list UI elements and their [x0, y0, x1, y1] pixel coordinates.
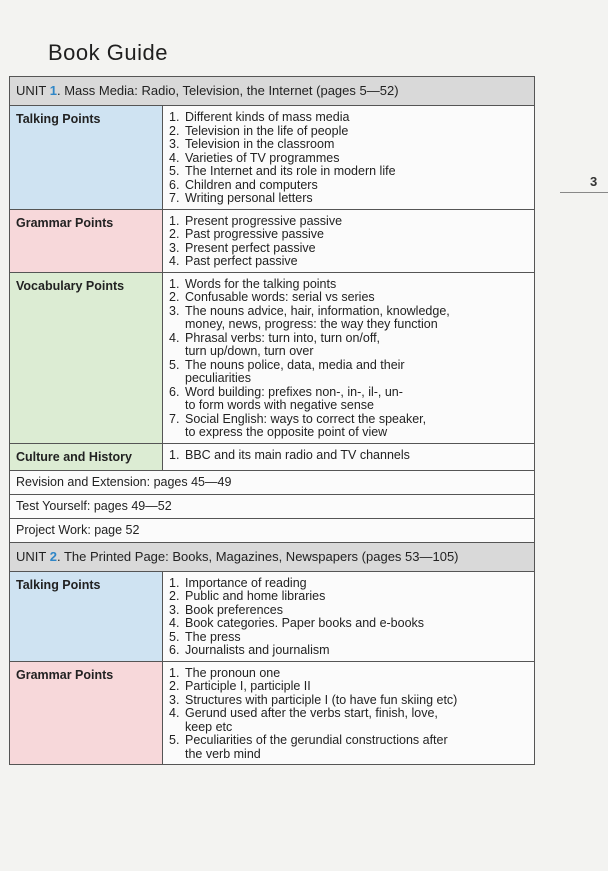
item-number: 5.	[169, 164, 180, 178]
item-text: BBC and its main radio and TV channels	[185, 447, 410, 462]
list-item	[169, 278, 530, 292]
section-items	[163, 273, 534, 443]
unit-title: . Mass Media: Radio, Television, the Internet (pages 5—52)	[56, 83, 399, 98]
extra-row: Test Yourself: pages 49—52	[10, 495, 534, 519]
item-text: The pronoun one	[185, 665, 281, 680]
section-items	[163, 572, 534, 661]
item-number	[169, 318, 185, 332]
item-text: keep etc	[185, 719, 233, 734]
list-item	[169, 426, 530, 440]
item-number: 4.	[169, 706, 180, 720]
section-items	[163, 662, 534, 765]
item-number: 1.	[169, 276, 180, 291]
item-number: 4.	[169, 150, 180, 165]
list-item	[169, 152, 530, 166]
item-text: Present progressive passive	[185, 213, 343, 228]
item-text: Present perfect passive	[185, 240, 316, 255]
item-number: 3.	[169, 137, 180, 151]
item-number: 2.	[169, 123, 180, 138]
item-text: Television in the life of people	[185, 123, 349, 138]
list-item	[169, 192, 530, 206]
section-row	[10, 210, 534, 273]
section-label: Vocabulary Points	[10, 273, 163, 443]
list-item	[169, 372, 530, 386]
list-item	[169, 399, 530, 413]
item-text: Structures with participle I (to have fun skiing etc)	[185, 692, 458, 707]
list-item	[169, 680, 530, 694]
list-item	[169, 644, 530, 658]
section-row	[10, 273, 534, 444]
item-text: to express the opposite point of view	[185, 425, 388, 439]
item-number: 5.	[169, 733, 180, 747]
item-number	[169, 426, 185, 440]
item-number: 5.	[169, 629, 180, 644]
item-number: 6.	[169, 384, 180, 399]
section-row	[10, 444, 534, 471]
section-items	[163, 106, 534, 209]
section-row	[10, 662, 534, 765]
section-label: Talking Points	[10, 572, 163, 661]
item-number	[169, 399, 185, 413]
item-number: 5.	[169, 357, 180, 372]
item-text: The nouns police, data, media and their	[185, 357, 405, 372]
section-label: Culture and History	[10, 444, 163, 470]
item-number: 2.	[169, 227, 180, 241]
item-text: Past progressive passive	[185, 227, 324, 241]
item-number: 7.	[169, 191, 180, 205]
item-text: The press	[185, 629, 241, 644]
item-text: Peculiarities of the gerundial constructions after	[185, 733, 448, 747]
item-number	[169, 372, 185, 386]
unit-prefix: UNIT	[16, 548, 47, 564]
item-text: turn up/down, turn over	[185, 344, 314, 358]
section-label: Grammar Points	[10, 662, 163, 765]
item-number: 1.	[169, 665, 180, 680]
unit-number: 2	[49, 548, 57, 564]
list-item	[169, 228, 530, 242]
item-text: the verb mind	[185, 746, 261, 761]
list-item	[169, 318, 530, 332]
item-text: Confusable words: serial vs series	[185, 290, 375, 304]
section-row	[10, 106, 534, 210]
unit-header	[10, 543, 534, 572]
item-number: 3.	[169, 692, 180, 707]
item-number: 6.	[169, 643, 180, 657]
list-item	[169, 138, 530, 152]
item-text: Book preferences	[185, 602, 283, 617]
unit-header	[10, 77, 534, 106]
list-item	[169, 748, 530, 762]
item-number: 4.	[169, 254, 180, 268]
list-item	[169, 631, 530, 645]
list-item	[169, 332, 530, 346]
item-text: Gerund used after the verbs start, finish, love,	[185, 706, 438, 720]
item-text: Book categories. Paper books and e-books	[185, 616, 425, 630]
list-item	[169, 359, 530, 373]
page-number-rule	[560, 192, 608, 193]
list-item	[169, 449, 530, 463]
item-text: Social English: ways to correct the speaker,	[185, 411, 427, 426]
book-guide-table	[9, 76, 535, 765]
list-item	[169, 577, 530, 591]
item-number: 1.	[169, 213, 180, 228]
list-item	[169, 165, 530, 179]
item-number: 1.	[169, 575, 180, 590]
section-label: Talking Points	[10, 106, 163, 209]
unit-prefix: UNIT	[16, 83, 47, 98]
list-item	[169, 291, 530, 305]
list-item	[169, 734, 530, 748]
list-item	[169, 345, 530, 359]
list-item	[169, 667, 530, 681]
list-item	[169, 242, 530, 256]
item-text: Phrasal verbs: turn into, turn on/off,	[185, 330, 381, 345]
list-item	[169, 604, 530, 618]
item-number: 3.	[169, 240, 180, 255]
item-number: 2.	[169, 679, 180, 693]
extra-row: Revision and Extension: pages 45—49	[10, 471, 534, 495]
item-number: 1.	[169, 110, 180, 124]
item-text: to form words with negative sense	[185, 398, 374, 412]
item-text: Word building: prefixes non-, in-, il-, un-	[185, 384, 403, 399]
item-number	[169, 345, 185, 359]
item-number: 4.	[169, 330, 180, 345]
item-text: Different kinds of mass media	[185, 110, 350, 124]
list-item	[169, 255, 530, 269]
section-label: Grammar Points	[10, 210, 163, 272]
list-item	[169, 215, 530, 229]
item-text: Public and home libraries	[185, 589, 326, 603]
list-item	[169, 111, 530, 125]
list-item	[169, 179, 530, 193]
unit-number: 1	[49, 83, 57, 98]
item-text: Importance of reading	[185, 575, 307, 590]
item-text: The Internet and its role in modern life	[185, 164, 396, 178]
item-text: money, news, progress: the way they function	[185, 317, 438, 331]
list-item	[169, 386, 530, 400]
item-number	[169, 748, 185, 762]
item-text: Varieties of TV programmes	[185, 150, 340, 165]
page-number: 3	[590, 174, 598, 189]
item-number: 4.	[169, 616, 180, 630]
item-number: 3.	[169, 303, 180, 318]
item-number: 2.	[169, 290, 180, 304]
item-text: Television in the classroom	[185, 137, 335, 151]
section-items	[163, 444, 534, 470]
item-text: Writing personal letters	[185, 191, 313, 205]
item-text: Past perfect passive	[185, 254, 298, 268]
list-item	[169, 694, 530, 708]
item-number: 1.	[169, 447, 180, 462]
item-number: 6.	[169, 177, 180, 192]
item-number: 2.	[169, 589, 180, 603]
section-items	[163, 210, 534, 272]
item-text: Children and computers	[185, 177, 318, 192]
unit-title: . The Printed Page: Books, Magazines, Newspapers (pages 53—105)	[56, 548, 459, 564]
page-title: Book Guide	[48, 40, 168, 65]
item-number: 3.	[169, 602, 180, 617]
list-item	[169, 707, 530, 721]
list-item	[169, 617, 530, 631]
item-text: Participle I, participle II	[185, 679, 311, 693]
item-text: peculiarities	[185, 371, 252, 385]
list-item	[169, 125, 530, 139]
list-item	[169, 305, 530, 319]
list-item	[169, 413, 530, 427]
item-text: Journalists and journalism	[185, 643, 330, 657]
extra-row: Project Work: page 52	[10, 519, 534, 543]
item-text: The nouns advice, hair, information, knowledge,	[185, 303, 450, 318]
item-number	[169, 721, 185, 735]
list-item	[169, 590, 530, 604]
section-row	[10, 572, 534, 662]
item-text: Words for the talking points	[185, 276, 337, 291]
list-item	[169, 721, 530, 735]
item-number: 7.	[169, 411, 180, 426]
